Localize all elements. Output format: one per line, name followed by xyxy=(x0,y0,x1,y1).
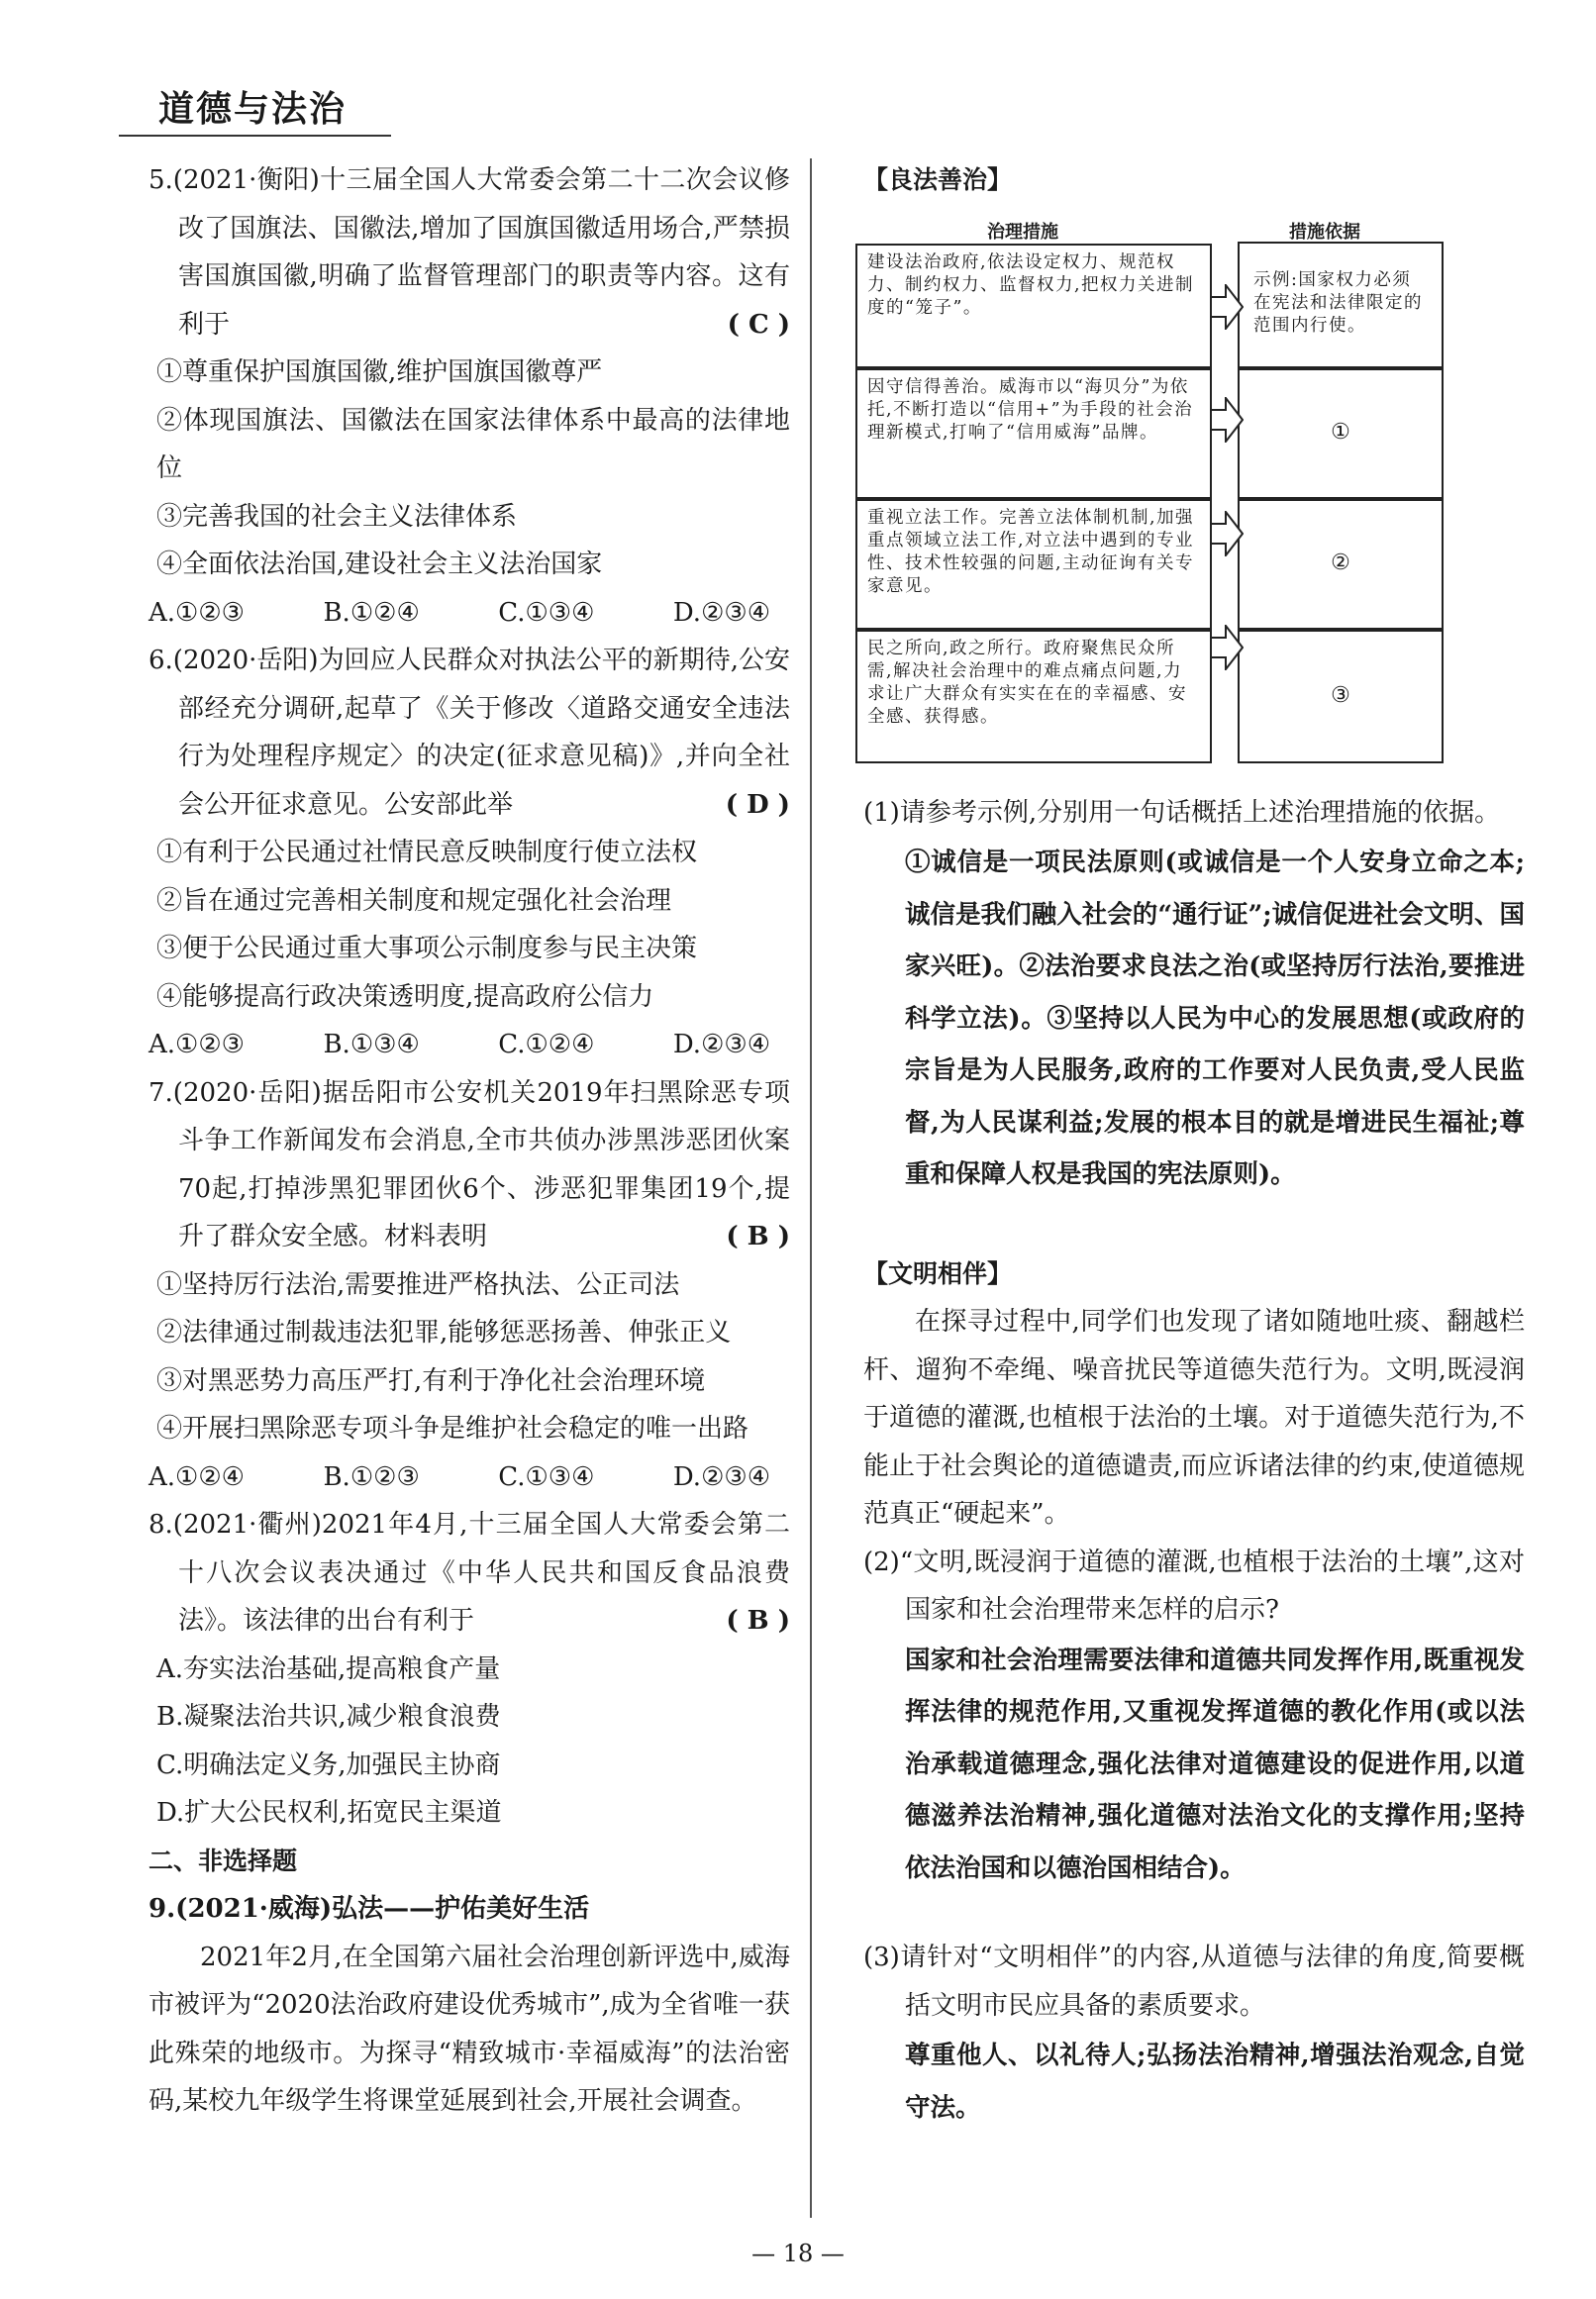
choice: A.①②④ xyxy=(149,1461,245,1492)
q9-intro: 2021年2月,在全国第六届社会治理创新评选中,威海市被评为“2020法治政府建设优秀城市”,成为全省唯一获此殊荣的地级市。为探寻“精致城市·幸福威海”的法治密码,某校九年级学生将课堂延展到社会,开展社会调查。 xyxy=(149,1942,790,2116)
choice: C.①③④ xyxy=(498,1461,595,1492)
choice: B.①②④ xyxy=(323,597,420,628)
answer-1: ①诚信是一项民法原则(或诚信是一个人安身立命之本;诚信是我们融入社会的“通行证”;诚信促进社会文明、国家兴旺)。②法治要求良法之治(或坚持厉行法治,要推进科学立法)。③坚持以人民为中心的发展思想(或政府的宗旨是为人民服务,政府的工作要对人民负责,受人民监督,为人民谋利益;发展的根本目的就是增进民生福祉;尊重和保障人权是我国的宪法原则)。 xyxy=(905,848,1525,1189)
table-header: 措施依据 xyxy=(1289,221,1360,243)
page-number: — 18 — xyxy=(751,2240,845,2267)
arrow-right-icon xyxy=(1212,397,1244,443)
section-heading: 二、非选择题 xyxy=(149,1846,298,1875)
choice: A.①②③ xyxy=(149,1030,245,1059)
question-8 xyxy=(149,1501,790,1838)
choice: C.①③④ xyxy=(498,597,595,628)
option: C.明确法定义务,加强民主协商 xyxy=(156,1749,501,1780)
choice: D.②③④ xyxy=(672,597,770,628)
choice: D.②③④ xyxy=(672,1461,770,1492)
choice: A.①②③ xyxy=(149,597,245,628)
question-5 xyxy=(149,156,790,637)
measure-cell: 因守信得善治。威海市以“海贝分”为依托,不断打造以“信用+”为手段的社会治理新模式,打响了“信用威海”品牌。 xyxy=(855,368,1212,499)
answer-3: 尊重他人、以礼待人;弘扬法治精神,增强法治观念,自觉守法。 xyxy=(905,2041,1525,2123)
option: ②体现国旗法、国徽法在国家法律体系中最高的法律地位 xyxy=(156,405,790,483)
choices xyxy=(149,1453,790,1502)
choices xyxy=(149,589,790,638)
choice: C.①②④ xyxy=(498,1030,595,1059)
section-tag: 【文明相伴】 xyxy=(863,1258,1013,1288)
q7-answer: ( B ) xyxy=(726,1222,790,1251)
table-header: 治理措施 xyxy=(987,221,1058,243)
q9-title: 9.(2021·威海)弘法——护佑美好生活 xyxy=(149,1894,590,1924)
option: ①坚持厉行法治,需要推进严格执法、公正司法 xyxy=(156,1269,680,1300)
measure-cell: 重视立法工作。完善立法体制机制,加强重点领域立法工作,对立法中遇到的专业性、技术性较强的问题,主动征询有关专家意见。 xyxy=(855,499,1212,630)
option: ①有利于公民通过社情民意反映制度行使立法权 xyxy=(156,838,698,867)
arrow-right-icon xyxy=(1212,284,1244,330)
option: D.扩大公民权利,拓宽民主渠道 xyxy=(156,1798,502,1828)
subquestion-2: (2)“文明,既浸润于道德的灌溉,也植根于法治的土壤”,这对国家和社会治理带来怎样的启示? xyxy=(863,1547,1525,1625)
option: ②旨在通过完善相关制度和规定强化社会治理 xyxy=(156,885,672,916)
basis-cell: ② xyxy=(1238,499,1444,630)
option: ②法律通过制裁违法犯罪,能够惩恶扬善、伸张正义 xyxy=(156,1318,732,1348)
q8-answer: ( B ) xyxy=(726,1606,790,1636)
choice: D.②③④ xyxy=(672,1030,770,1059)
subquestion-3: (3)请针对“文明相伴”的内容,从道德与法律的角度,简要概括文明市民应具备的素质要求。 xyxy=(863,1943,1525,2021)
arrow-right-icon xyxy=(1212,625,1244,670)
q7-stem: 7.(2020·岳阳)据岳阳市公安机关2019年扫黑除恶专项斗争工作新闻发布会消息,全市共侦办涉黑涉恶团伙案70起,打掉涉黑犯罪团伙6个、涉恶犯罪集团19个,提升了群众安全感。材料表明 xyxy=(149,1077,790,1251)
q5-answer: ( C ) xyxy=(727,309,790,340)
answer-2: 国家和社会治理需要法律和道德共同发挥作用,既重视发挥法律的规范作用,又重视发挥道德的教化作用(或以法治承载道德理念,强化法律对道德建设的促进作用,以道德滋养法治精神,强化道德对法治文化的支撑作用;坚持依法治国和以德治国相结合)。 xyxy=(905,1645,1525,1883)
basis-cell: ③ xyxy=(1238,630,1444,763)
left-column xyxy=(149,156,790,2126)
choices xyxy=(149,1021,790,1069)
q6-answer: ( D ) xyxy=(725,789,790,820)
measure-cell: 民之所向,政之所行。政府聚焦民众所需,解决社会治理中的难点痛点问题,力求让广大群众有实实在在的幸福感、安全感、获得感。 xyxy=(855,630,1212,763)
basis-cell: 示例:国家权力必须在宪法和法律限定的范围内行使。 xyxy=(1238,242,1444,368)
option: ③便于公民通过重大事项公示制度参与民主决策 xyxy=(156,934,698,963)
right-column xyxy=(863,156,1525,2134)
measure-cell: 建设法治政府,依法设定权力、规范权力、制约权力、监督权力,把权力关进制度的“笼子”。 xyxy=(855,244,1212,368)
option: ③对黑恶势力高压严打,有利于净化社会治理环境 xyxy=(156,1365,706,1396)
option: ④能够提高行政决策透明度,提高政府公信力 xyxy=(156,981,654,1012)
q6-stem: 6.(2020·岳阳)为回应人民群众对执法公平的新期待,公安部经充分调研,起草了《关于修改〈道路交通安全违法行为处理程序规定〉的决定(征求意见稿)》,并向全社会公开征求意见。公安部此举 xyxy=(149,646,790,820)
basis-cell: ① xyxy=(1238,368,1444,499)
choice: B.①②③ xyxy=(323,1461,420,1492)
q5-stem: 5.(2021·衡阳)十三届全国人大常委会第二十二次会议修改了国旗法、国徽法,增加了国旗国徽适用场合,严禁损害国旗国徽,明确了监督管理部门的职责等内容。这有利于 xyxy=(149,165,790,340)
option: ①尊重保护国旗国徽,维护国旗国徽尊严 xyxy=(156,357,603,387)
arrow-right-icon xyxy=(1212,511,1244,556)
option: B.凝聚法治共识,减少粮食浪费 xyxy=(156,1702,501,1732)
subject-title: 道德与法治 xyxy=(158,89,348,130)
option: ④全面依法治国,建设社会主义法治国家 xyxy=(156,550,603,579)
passage: 在探寻过程中,同学们也发现了诸如随地吐痰、翻越栏杆、遛狗不牵绳、噪音扰民等道德失范行为。文明,既浸润于道德的灌溉,也植根于法治的土壤。对于道德失范行为,不能止于社会舆论的道德谴责,而应诉诸法律的约束,使道德规范真正“硬起来”。 xyxy=(863,1307,1525,1529)
question-7 xyxy=(149,1069,790,1502)
governance-table xyxy=(863,209,1525,803)
section-tag: 【良法善治】 xyxy=(863,165,1013,194)
question-6 xyxy=(149,637,790,1069)
option: ③完善我国的社会主义法律体系 xyxy=(156,501,518,532)
option: ④开展扫黑除恶专项斗争是维护社会稳定的唯一出路 xyxy=(156,1414,749,1444)
column-divider xyxy=(810,158,812,2218)
subquestion-1: (1)请参考示例,分别用一句话概括上述治理措施的依据。 xyxy=(863,797,1501,828)
choice: B.①③④ xyxy=(323,1030,420,1059)
header-rule xyxy=(119,135,391,137)
option: A.夯实法治基础,提高粮食产量 xyxy=(156,1653,501,1684)
q8-stem: 8.(2021·衢州)2021年4月,十三届全国人大常委会第二十八次会议表决通过《中华人民共和国反食品浪费法》。该法律的出台有利于 xyxy=(149,1510,790,1636)
